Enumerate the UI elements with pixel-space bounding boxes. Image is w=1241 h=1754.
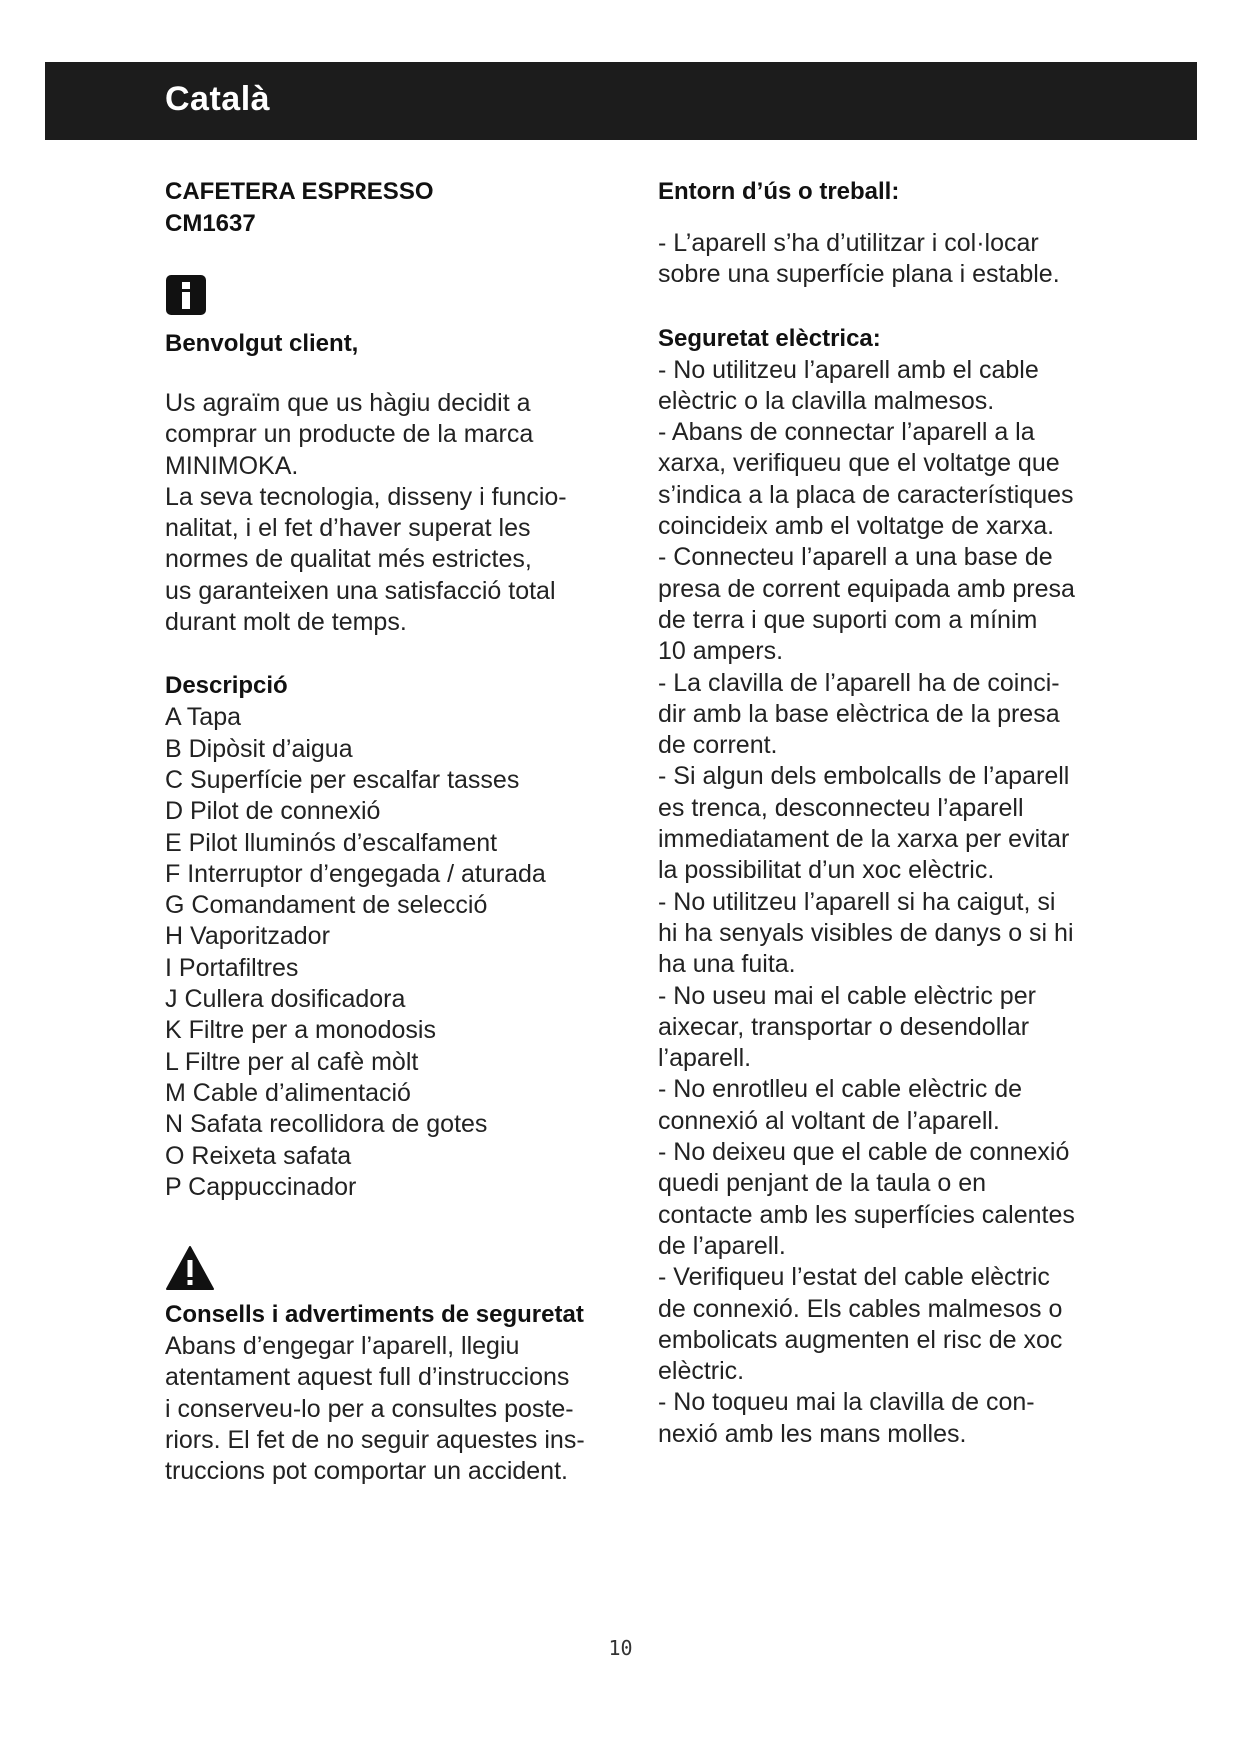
electrical-line: 10 ampers.	[658, 637, 784, 666]
intro-line: MINIMOKA.	[165, 451, 299, 480]
electrical-line: es trenca, desconnecteu l’aparell	[658, 793, 1024, 822]
electrical-line: elèctric.	[658, 1357, 745, 1386]
part-item: F Interruptor d’engegada / aturada	[165, 859, 546, 888]
electrical-line: la possibilitat d’un xoc elèctric.	[658, 856, 995, 885]
electrical-line: embolicats augmenten el risc de xoc	[658, 1325, 1063, 1354]
part-item: P Cappuccinador	[165, 1172, 357, 1201]
part-item: A Tapa	[165, 703, 242, 732]
intro-line: comprar un producte de la marca	[165, 420, 534, 449]
intro-line: nalitat, i el fet d’haver superat les	[165, 514, 531, 543]
safety-line: truccions pot comportar un accident.	[165, 1457, 568, 1486]
electrical-line: connexió al voltant de l’aparell.	[658, 1106, 1000, 1135]
part-item: L Filtre per al cafè mòlt	[165, 1047, 419, 1076]
electrical-line: - No utilitzeu l’aparell si ha caigut, si	[658, 887, 1056, 916]
electrical-line: - Connecteu l’aparell a una base de	[658, 543, 1053, 572]
part-item: G Comandament de selecció	[165, 891, 488, 920]
electrical-line: coincideix amb el voltatge de xarxa.	[658, 512, 1055, 541]
environment-line: - L’aparell s’ha d’utilitzar i col·locar	[658, 229, 1039, 257]
electrical-line: immediatament de la xarxa per evitar	[658, 825, 1070, 854]
page-number: 10	[608, 1636, 633, 1660]
product-model: CM1637	[165, 210, 256, 237]
safety-line: atentament aquest full d’instruccions	[165, 1363, 570, 1392]
electrical-line: ha una fuita.	[658, 950, 796, 979]
part-item: D Pilot de connexió	[165, 797, 381, 826]
safety-heading: Consells i advertiments de seguretat	[165, 1301, 584, 1329]
electrical-line: aixecar, transportar o desendollar	[658, 1012, 1030, 1041]
electrical-heading: Seguretat elèctrica:	[658, 324, 881, 352]
right-column	[658, 176, 1118, 1450]
electrical-line: de connexió. Els cables malmesos o	[658, 1294, 1063, 1323]
part-item: J Cullera dosificadora	[165, 985, 406, 1014]
part-item: I Portafiltres	[165, 953, 299, 982]
product-name: CAFETERA ESPRESSO	[165, 178, 434, 205]
part-item: B Dipòsit d’aigua	[165, 734, 353, 763]
electrical-line: - No useu mai el cable elèctric per	[658, 981, 1036, 1010]
electrical-line: - Si algun dels embolcalls de l’aparell	[658, 762, 1070, 791]
electrical-line: - Verifiqueu l’estat del cable elèctric	[658, 1263, 1050, 1292]
electrical-line: - No enrotlleu el cable elèctric de	[658, 1075, 1023, 1104]
electrical-line: - Abans de connectar l’aparell a la	[658, 418, 1035, 447]
electrical-line: l’aparell.	[658, 1044, 752, 1073]
electrical-line: - No toqueu mai la clavilla de con-	[658, 1388, 1035, 1417]
part-item: O Reixeta safata	[165, 1141, 352, 1170]
intro-line: Us agraïm que us hàgiu decidit a	[165, 389, 531, 417]
electrical-line: quedi penjant de la taula o en	[658, 1169, 987, 1198]
environment-text	[658, 228, 1118, 291]
safety-line: riors. El fet de no seguir aquestes ins-	[165, 1426, 585, 1455]
electrical-line: de terra i que suporti com a mínim	[658, 605, 1038, 634]
left-column	[165, 176, 635, 1488]
electrical-line: xarxa, verifiqueu que el voltatge que	[658, 449, 1060, 478]
warning-icon	[165, 1245, 215, 1291]
intro-paragraph	[165, 388, 635, 638]
language-title: Català	[165, 80, 271, 118]
greeting: Benvolgut client,	[165, 330, 359, 357]
intro-line: normes de qualitat més estrictes,	[165, 545, 532, 574]
part-item: H Vaporitzador	[165, 922, 330, 951]
part-item: M Cable d’alimentació	[165, 1078, 411, 1107]
electrical-line: de corrent.	[658, 731, 778, 760]
part-item: N Safata recollidora de gotes	[165, 1110, 488, 1139]
environment-heading: Entorn d’ús o treball:	[658, 178, 900, 205]
safety-line: Abans d’engegar l’aparell, llegiu	[165, 1332, 520, 1361]
info-icon	[165, 274, 207, 316]
safety-line: i conserveu-lo per a consultes poste-	[165, 1394, 574, 1423]
electrical-line: presa de corrent equipada amb presa	[658, 574, 1075, 603]
electrical-text	[658, 355, 1118, 1450]
intro-line: us garanteixen una satisfacció total	[165, 576, 556, 605]
electrical-line: nexió amb les mans molles.	[658, 1419, 967, 1448]
electrical-line: s’indica a la placa de característiques	[658, 480, 1074, 509]
electrical-line: - No deixeu que el cable de connexió	[658, 1138, 1070, 1167]
electrical-line: dir amb la base elèctrica de la presa	[658, 699, 1060, 728]
language-banner	[45, 62, 1197, 140]
electrical-line: - La clavilla de l’aparell ha de coinci-	[658, 668, 1060, 697]
part-item: C Superfície per escalfar tasses	[165, 765, 520, 794]
electrical-line: contacte amb les superfícies calentes	[658, 1200, 1075, 1229]
electrical-line: - No utilitzeu l’aparell amb el cable	[658, 355, 1039, 384]
part-item: K Filtre per a monodosis	[165, 1016, 436, 1045]
intro-line: durant molt de temps.	[165, 608, 407, 637]
part-item: E Pilot lluminós d’escalfament	[165, 828, 498, 857]
electrical-line: elèctric o la clavilla malmesos.	[658, 386, 995, 415]
description-heading: Descripció	[165, 672, 288, 700]
intro-line: La seva tecnologia, disseny i funcio-	[165, 482, 567, 511]
environment-line: sobre una superfície plana i estable.	[658, 260, 1060, 289]
safety-intro	[165, 1331, 635, 1487]
electrical-line: de l’aparell.	[658, 1231, 786, 1260]
parts-list	[165, 702, 635, 1203]
electrical-line: hi ha senyals visibles de danys o si hi	[658, 918, 1074, 947]
